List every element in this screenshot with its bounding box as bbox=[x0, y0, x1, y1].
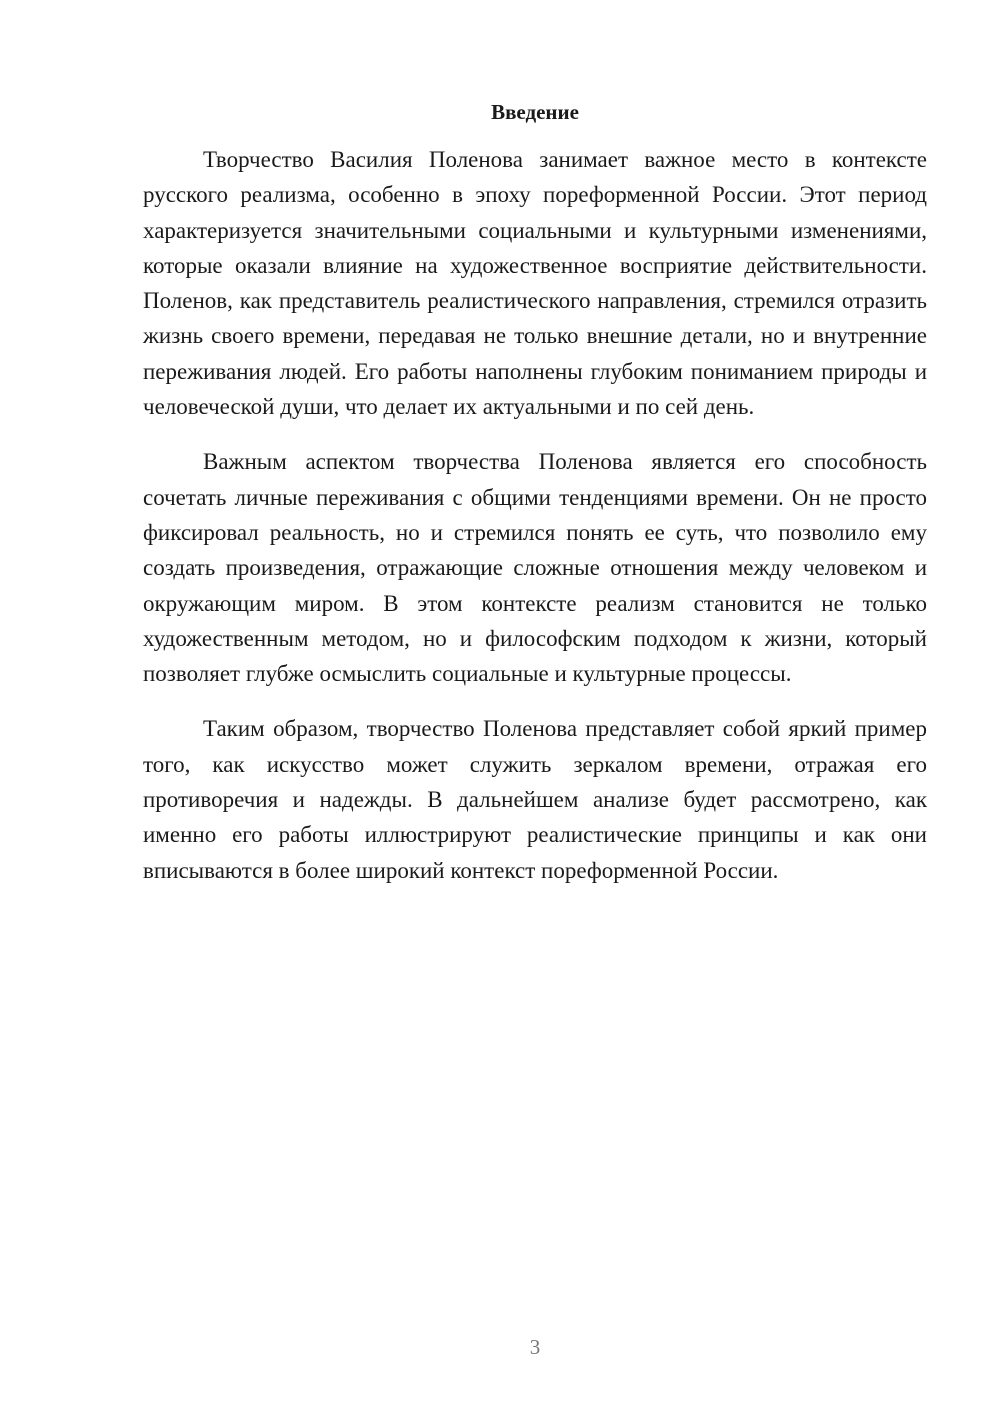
paragraph-2: Важным аспектом творчества Поленова является его способность сочетать личные переживания с общими тенденциями времени. Он не просто фиксировал реальность, но и стремился понять ее суть, что позволило ему создать произведения, отражающие сложные отношения между человеком и окружающим миром. В этом контексте реализм становится не только художественным методом, но и философским подходом к жизни, который позволяет глубже осмыслить социальные и культурные процессы. bbox=[143, 449, 927, 687]
paragraph-3: Таким образом, творчество Поленова представляет собой яркий пример того, как искусство может служить зеркалом времени, отражая его противоречия и надежды. В дальнейшем анализе будет рассмотрено, как именно его работы иллюстрируют реалистические принципы и как они вписываются в более широкий контекст пореформенной России. bbox=[143, 716, 927, 883]
paragraph-1: Творчество Василия Поленова занимает важное место в контексте русского реализма, особенно в эпоху пореформенной России. Этот период характеризуется значительными социальными и культурными изменениями, которые оказали влияние на художественное восприятие действительности. Поленов, как представитель реалистического направления, стремился отразить жизнь своего времени, передавая не только внешние детали, но и внутренние переживания людей. Его работы наполнены глубоким пониманием природы и человеческой души, что делает их актуальными и по сей день. bbox=[143, 147, 927, 420]
body-text bbox=[143, 142, 927, 908]
page-number: 3 bbox=[529, 1335, 541, 1359]
section-heading: Введение bbox=[491, 100, 579, 124]
